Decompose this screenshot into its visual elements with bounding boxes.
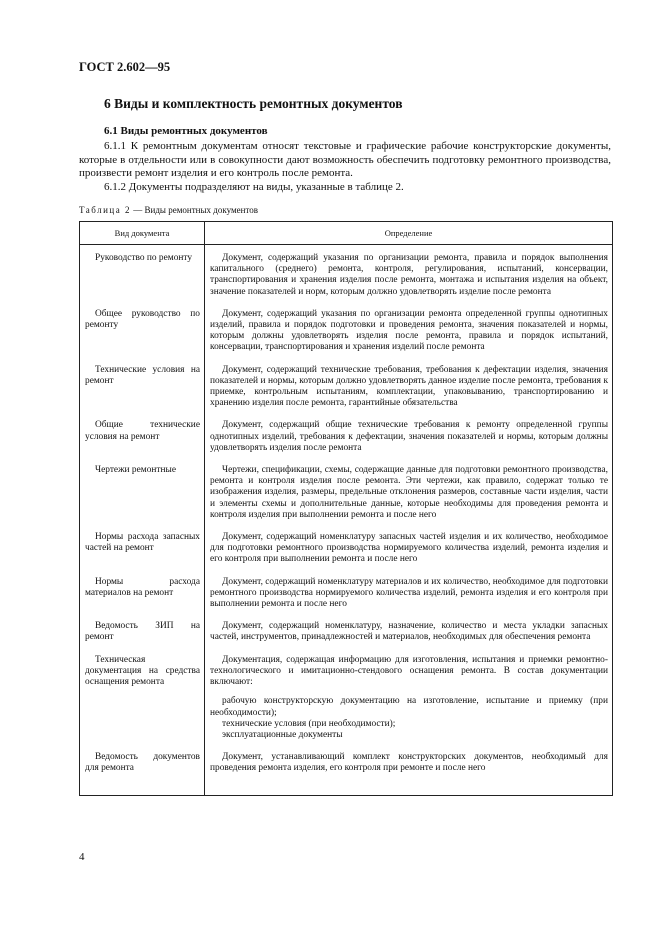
definition-text: Документ, содержащий номенклатуру материалов и их количество, необходимое для подготовки ремонтного производства нормируемого количества изделий, ремонта изделия и его контроля при выполнении ремонта и после него — [210, 576, 608, 610]
subsection-title: 6.1 Виды ремонтных документов — [104, 125, 268, 137]
table-row — [80, 532, 613, 577]
definition-list-item: технические условия (при необходимости); — [222, 718, 396, 729]
table-caption-text: — Виды ремонтных документов — [131, 205, 259, 215]
column-header-kind: Вид документа — [80, 222, 205, 245]
doc-kind-cell: Ведомость ЗИП на ремонт — [80, 621, 205, 654]
document-header: ГОСТ 2.602—95 — [79, 60, 171, 74]
doc-definition-cell — [205, 532, 613, 577]
table-row — [80, 245, 613, 309]
definition-text: Документ, содержащий указания по организации ремонта определенной группы однотипных изделий, правила и порядок подготовки и проведения ремонта, значения показателей и нормы, которым должны удовлетворять изделия после ремонта, правила и порядок испытаний, консервации, транспортирования и хранения изделий после ремонта — [210, 308, 608, 353]
repair-documents-table — [79, 221, 613, 796]
doc-kind-cell: Нормы расхода запасных частей на ремонт — [80, 532, 205, 577]
doc-definition-cell — [205, 365, 613, 421]
column-header-definition: Определение — [205, 222, 613, 245]
doc-kind-cell: Руководство по ремонту — [80, 245, 205, 309]
doc-definition-cell — [205, 309, 613, 365]
definition-text: Документ, содержащий номенклатуру запасных частей изделия и их количество, необходимое для подготовки ремонтного производства нормируемого количества изделий, ремонта изделия и его контроля при выполнении ремонта и после него — [210, 532, 608, 565]
doc-definition-cell — [205, 655, 613, 752]
doc-kind-cell: Ведомость документов для ремонта — [80, 752, 205, 795]
definition-text: Документ, содержащий технические требования, требования к дефектации изделия, значения показателей и нормы, которым должно удовлетворять данное изделие после ремонта, требования к приемке, контрольным испытаниям, комплектации, упаковыванию, транспортированию и хранению изделия после ремонта, гарантийные обязательства — [210, 364, 608, 409]
definition-text: Чертежи, спецификации, схемы, содержащие данные для подготовки ремонтного производства, ремонта и контроля изделия после ремонта. Эти чертежи, как правило, содержат только те изображения изделия, размеры, предельные отклонения размеров, составные части изделия, части и элементы схемы и дополнительные данные, которые необходимы для проведения ремонта и контроля изделия при выполнении ремонта и после него — [210, 465, 608, 520]
table-caption — [79, 205, 258, 215]
table-row — [80, 577, 613, 622]
definition-text: Документация, содержащая информацию для изготовления, испытания и приемки ремонтно-технологического и имитационно-стендового оснащения ремонта. В состав документации включают: — [210, 654, 608, 688]
doc-kind-cell: Нормы расхода материалов на ремонт — [80, 577, 205, 622]
doc-definition-cell — [205, 577, 613, 622]
definition-list-item: эксплуатационные документы — [222, 729, 343, 740]
definition-text: Документ, содержащий номенклатуру, назначение, количество и места укладки запасных частей, инструментов, принадлежностей и материалов, необходимых для обеспечения ремонта — [210, 621, 608, 643]
definition-text: Документ, устанавливающий комплект конструкторских документов, необходимый для проведения ремонта изделия, его контроля при ремонте и после него — [210, 752, 608, 774]
table-row — [80, 655, 613, 752]
doc-kind-cell: Техническая документация на средства оснащения ремонта — [80, 655, 205, 752]
table-row — [80, 621, 613, 654]
table-row — [80, 752, 613, 795]
page-number: 4 — [79, 851, 85, 863]
section-title: 6 Виды и комплектность ремонтных документов — [104, 96, 403, 111]
doc-kind-cell: Чертежи ремонтные — [80, 465, 205, 532]
definition-text: Документ, содержащий указания по организации ремонта, правила и порядок выполнения капитального (среднего) ремонта, контроля, регулирования, испытаний, консервации, транспортирования и хранения изделия после ремонта, монтажа и испытания изделия на объект, значение показателей и норм, которым должно удовлетворять изделие после ремонта — [210, 253, 608, 297]
paragraph-6-1-2: 6.1.2 Документы подразделяют на виды, указанные в таблице 2. — [104, 181, 404, 193]
doc-definition-cell — [205, 420, 613, 465]
definition-text: Документ, содержащий общие технические требования к ремонту определенной группы однотипных изделий, требования к дефектации, значения показателей и нормы, которым должны удовлетворять изделия после ремонта — [210, 420, 608, 453]
doc-definition-cell — [205, 621, 613, 654]
table-row — [80, 365, 613, 421]
doc-kind-cell: Технические условия на ремонт — [80, 365, 205, 421]
definition-list-item: рабочую конструкторскую документацию на изготовление, испытание и приемку (при необходимости); — [210, 696, 608, 718]
doc-kind-cell: Общее руководство по ремонту — [80, 309, 205, 365]
doc-definition-cell — [205, 465, 613, 532]
table-row — [80, 420, 613, 465]
doc-definition-cell — [205, 752, 613, 795]
table-caption-label: Таблица 2 — [79, 205, 131, 215]
table-row — [80, 465, 613, 532]
doc-definition-cell — [205, 245, 613, 309]
doc-kind-cell: Общие технические условия на ремонт — [80, 420, 205, 465]
table-header-row — [80, 222, 613, 245]
table-row — [80, 309, 613, 365]
paragraph-6-1-1: 6.1.1 К ремонтным документам относят текстовые и графические рабочие конструкторские документы, которые в отдельности или в совокупности дают возможность обеспечить подготовку ремонтного производства, произвести ремонт изделия и его контроль после ремонта. — [79, 140, 611, 179]
